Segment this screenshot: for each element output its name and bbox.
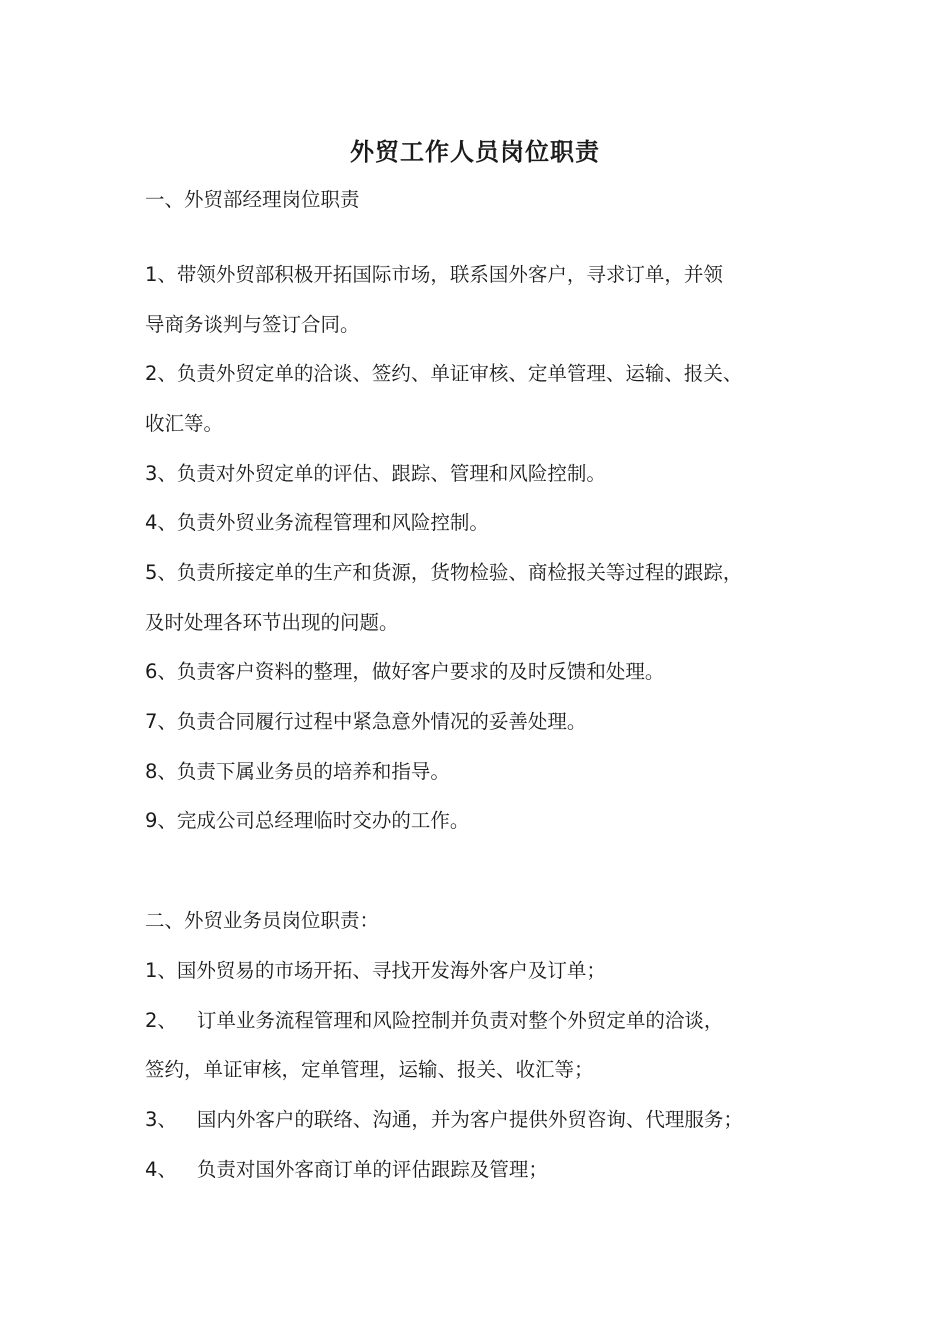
section2-heading: 二、外贸业务员岗位职责： [145, 909, 380, 932]
item-number: 2、 [145, 1009, 177, 1032]
section1-line: 3、负责对外贸定单的评估、跟踪、管理和风险控制。 [145, 462, 606, 485]
section1-line: 导商务谈判与签订合同。 [145, 313, 360, 336]
section1-line: 7、负责合同履行过程中紧急意外情况的妥善处理。 [145, 710, 587, 733]
item-text: 国内外客户的联络、沟通，并为客户提供外贸咨询、代理服务； [196, 1108, 743, 1131]
section1-line: 收汇等。 [145, 412, 224, 435]
item-number: 3、 [145, 1108, 177, 1131]
section1-line: 4、负责外贸业务流程管理和风险控制。 [145, 511, 489, 534]
section1-heading: 一、外贸部经理岗位职责 [145, 188, 360, 211]
section1-line: 6、负责客户资料的整理，做好客户要求的及时反馈和处理。 [145, 660, 665, 683]
section1-line: 5、负责所接定单的生产和货源，货物检验、商检报关等过程的跟踪， [145, 561, 743, 584]
section2-item-cont: 签约，单证审核，定单管理，运输、报关、收汇等； [145, 1058, 594, 1081]
section1-line: 1、带领外贸部积极开拓国际市场，联系国外客户，寻求订单，并领 [145, 263, 723, 286]
document-title: 外贸工作人员岗位职责 [350, 138, 600, 166]
item-number: 4、 [145, 1158, 177, 1181]
section2-item [145, 1156, 548, 1184]
item-text: 订单业务流程管理和风险控制并负责对整个外贸定单的洽谈， [196, 1009, 724, 1032]
section2-item [145, 1106, 743, 1134]
section1-line: 2、负责外贸定单的洽谈、签约、单证审核、定单管理、运输、报关、 [145, 362, 743, 385]
section2-item: 1、国外贸易的市场开拓、寻找开发海外客户及订单； [145, 959, 606, 982]
item-text: 负责对国外客商订单的评估跟踪及管理； [196, 1158, 548, 1181]
section1-line: 8、负责下属业务员的培养和指导。 [145, 760, 450, 783]
section1-line: 及时处理各环节出现的问题。 [145, 611, 399, 634]
section1-line: 9、完成公司总经理临时交办的工作。 [145, 809, 470, 832]
section2-item [145, 1007, 723, 1035]
